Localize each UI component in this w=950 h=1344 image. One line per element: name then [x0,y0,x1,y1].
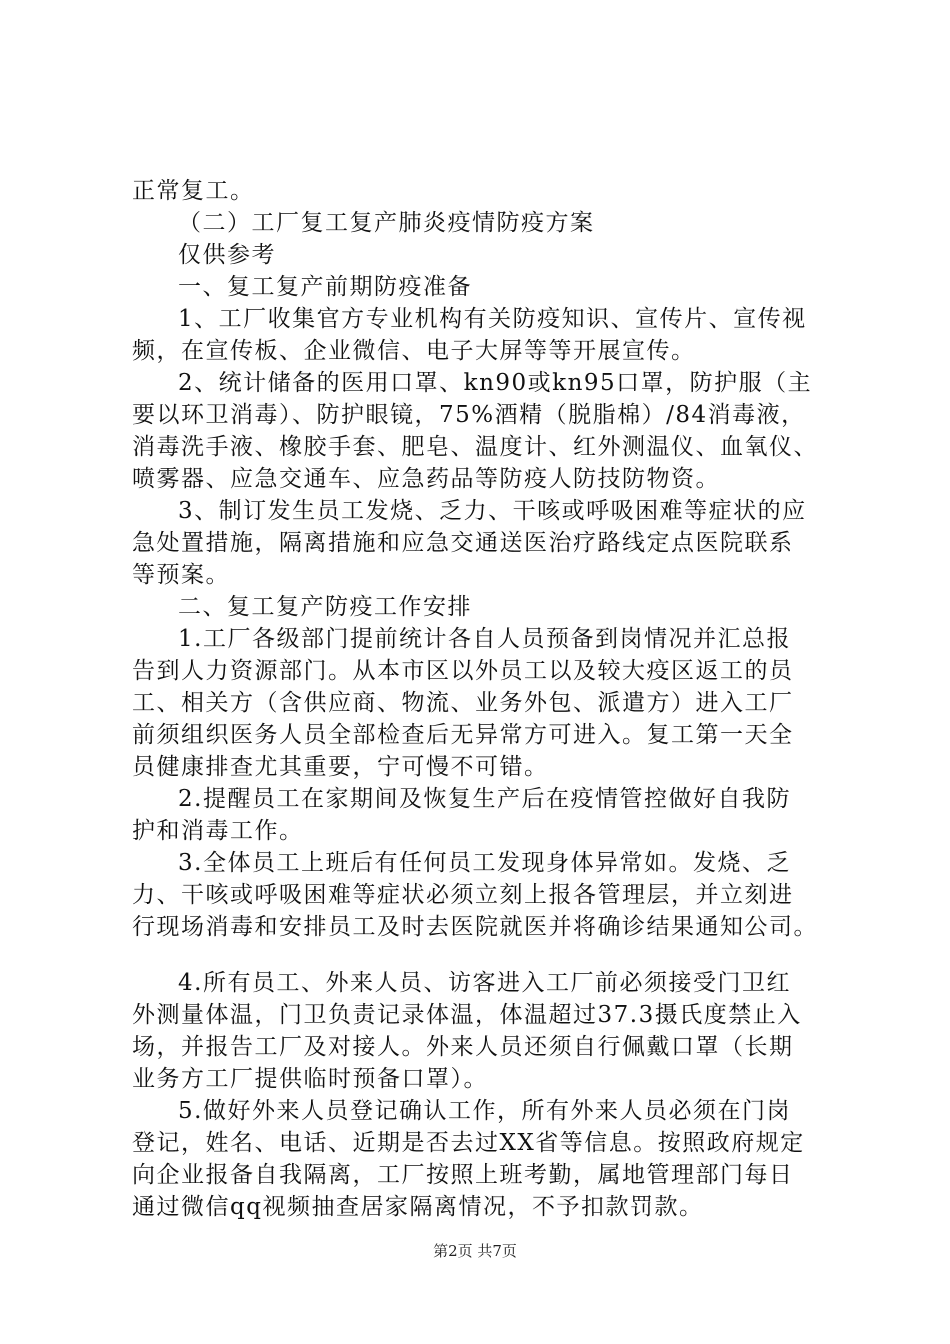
paragraph-line: 仅供参考 [178,242,276,268]
paragraph-line: 告到人力资源部门。从本市区以外员工以及较大疫区返工的员 [132,658,794,684]
paragraph-line: 要以环卫消毒）、防护眼镜，75%酒精（脱脂棉）/84消毒液， [132,402,806,428]
paragraph-line: 业务方工厂提供临时预备口罩）。 [132,1066,488,1092]
paragraph-line: 正常复工。 [132,178,255,204]
paragraph-line: 2.提醒员工在家期间及恢复生产后在疫情管控做好自我防 [178,786,791,812]
paragraph-line: 向企业报备自我隔离，工厂按照上班考勤，属地管理部门每日 [132,1162,794,1188]
paragraph-line: 力、干咳或呼吸困难等症状必须立刻上报各管理层，并立刻进 [132,882,794,908]
paragraph-line: 工、相关方（含供应商、物流、业务外包、派遣方）进入工厂 [132,690,794,716]
paragraph-line: 5.做好外来人员登记确认工作，所有外来人员必须在门岗 [178,1098,791,1124]
paragraph-line: 3、制订发生员工发烧、乏力、干咳或呼吸困难等症状的应 [178,498,807,524]
paragraph-line: 1、工厂收集官方专业机构有关防疫知识、宣传片、宣传视 [178,306,807,332]
paragraph-line: 急处置措施，隔离措施和应急交通送医治疗路线定点医院联系 [132,530,794,556]
paragraph-line: 员健康排查尤其重要，宁可慢不可错。 [132,754,549,780]
paragraph-line: 外测量体温，门卫负责记录体温，体温超过37.3摄氏度禁止入 [132,1002,802,1028]
paragraph-line: 1.工厂各级部门提前统计各自人员预备到岗情况并汇总报 [178,626,791,652]
paragraph-line: 登记，姓名、电话、近期是否去过XX省等信息。按照政府规定 [132,1130,805,1156]
paragraph-line: 场，并报告工厂及对接人。外来人员还须自行佩戴口罩（长期 [132,1034,794,1060]
paragraph-line: 行现场消毒和安排员工及时去医院就医并将确诊结果通知公司。 [132,914,818,940]
paragraph-line: 通过微信qq视频抽查居家隔离情况，不予扣款罚款。 [132,1194,704,1220]
section-heading: （二）工厂复工复产肺炎疫情防疫方案 [178,210,595,236]
paragraph-line: 等预案。 [132,562,230,588]
paragraph-line: 消毒洗手液、橡胶手套、肥皂、温度计、红外测温仪、血氧仪、 [132,434,818,460]
paragraph-line: 频，在宣传板、企业微信、电子大屏等等开展宣传。 [132,338,696,364]
paragraph-line: 前须组织医务人员全部检查后无异常方可进入。复工第一天全 [132,722,794,748]
paragraph-line: 2、统计储备的医用口罩、kn90或kn95口罩，防护服（主 [178,370,813,396]
page-footer: 第2页 共7页 [433,1242,517,1260]
paragraph-line: 喷雾器、应急交通车、应急药品等防疫人防技防物资。 [132,466,720,492]
section-heading: 一、复工复产前期防疫准备 [178,274,472,300]
paragraph-line: 3.全体员工上班后有任何员工发现身体异常如。发烧、乏 [178,850,791,876]
paragraph-line: 护和消毒工作。 [132,818,304,844]
paragraph-line: 4.所有员工、外来人员、访客进入工厂前必须接受门卫红 [178,970,791,996]
section-heading: 二、复工复产防疫工作安排 [178,594,472,620]
